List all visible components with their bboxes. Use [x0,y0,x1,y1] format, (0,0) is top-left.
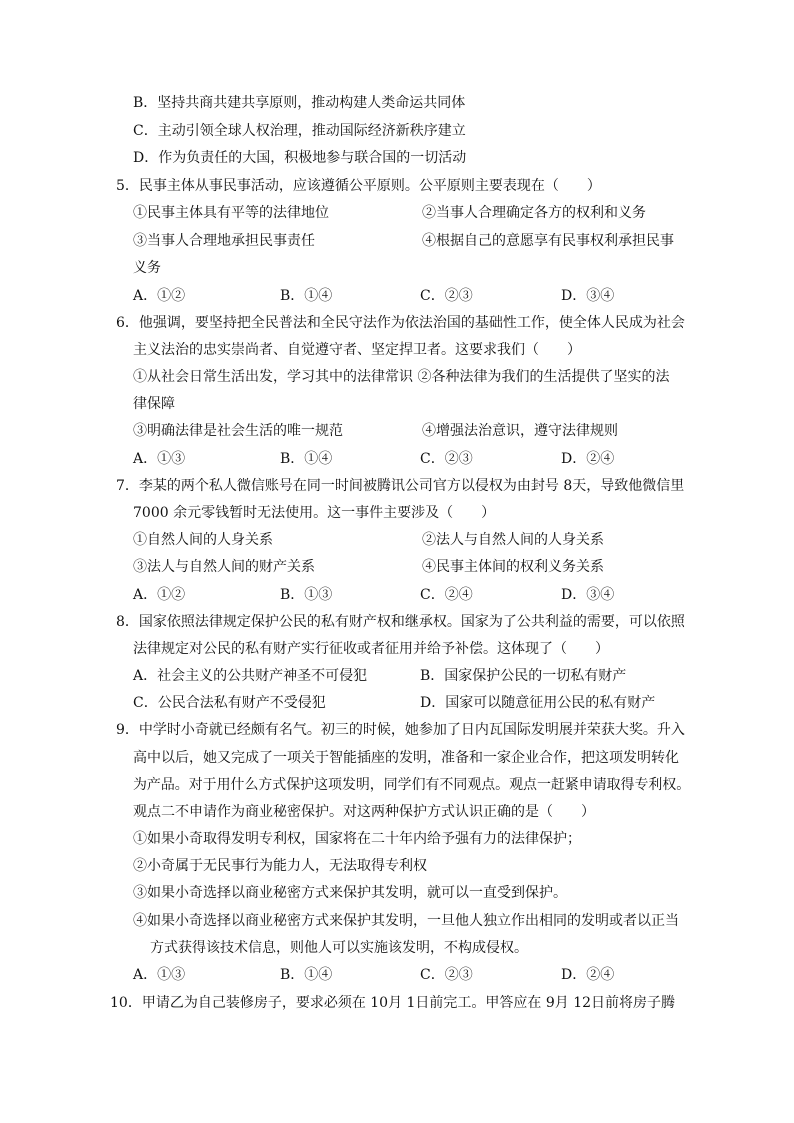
q7-statement-2: ②法人与自然人间的人身关系 [422,532,604,548]
q9-choice-d: D．②④ [561,967,615,983]
q6-statement-4: ④增强法治意识，遵守法律规则 [422,423,618,439]
q7-statement-1: ①自然人间的人身关系 [133,532,273,548]
q6-statement-1-2: ①从社会日常生活出发，学习其中的法律常识 ②各种法律为我们的生活提供了坚实的法 [133,369,670,385]
q5-stem: 5．民事主体从事民事活动，应该遵循公平原则。公平原则主要表现在（ ） [116,178,601,194]
q6-choice-a: A．①③ [133,451,186,467]
q8-stem: 8．国家依照法律规定保护公民的私有财产权和继承权。国家为了公共利益的需要，可以依照 [116,614,685,630]
q7-choice-a: A．①② [133,587,186,603]
q6-choice-b: B．①④ [280,451,333,467]
q5-choice-a: A．①② [133,288,186,304]
q8-option-b: B．国家保护公民的一切私有财产 [420,668,627,684]
q9-stem-line3: 为产品。对于用什么方式保护这项发明，同学们有不同观点。观点一赶紧申请取得专利权。 [133,777,691,793]
q4-option-d: D．作为负责任的大国，积极地参与联合国的一切活动 [133,150,467,166]
q7-choice-d: D．③④ [561,587,615,603]
q8-option-a: A．社会主义的公共财产神圣不可侵犯 [133,668,368,684]
q9-statement-1: ①如果小奇取得发明专利权，国家将在二十年内给予强有力的法律保护； [133,831,581,847]
q9-choice-b: B．①④ [280,967,333,983]
q5-choice-b: B．①④ [280,288,333,304]
q7-choice-b: B．①③ [280,587,333,603]
q5-choice-d: D．③④ [561,288,615,304]
q6-stem: 6．他强调，要坚持把全民普法和全民守法作为依法治国的基础性工作，使全体人民成为社会 [116,315,685,331]
q9-statement-2: ②小奇属于无民事行为能力人，无法取得专利权 [133,858,427,874]
q9-stem: 9．中学时小奇就已经颇有名气。初三的时候，她参加了日内瓦国际发明展并荣获大奖。升入 [116,722,685,738]
q5-statement-4: ④根据自己的意愿享有民事权利承担民事 [422,233,674,249]
q6-choice-c: C．②③ [420,451,473,467]
q6-stem-cont: 主义法治的忠实崇尚者、自觉遵守者、坚定捍卫者。这要求我们（ ） [133,342,581,358]
q9-statement-4: ④如果小奇选择以商业秘密方式来保护其发明，一旦他人独立作出相同的发明或者以正当 [133,913,679,929]
q5-choice-c: C．②③ [420,288,473,304]
q5-statement-4-cont: 义务 [133,260,161,276]
q9-statement-4-cont: 方式获得该技术信息，则他人可以实施该发明，不构成侵权。 [150,940,528,956]
q9-stem-line2: 高中以后，她又完成了一项关于智能插座的发明，准备和一家企业合作，把这项发明转化 [133,750,679,766]
q7-stem-cont: 7000 余元零钱暂时无法使用。这一事件主要涉及（ ） [133,505,496,521]
q8-option-d: D．国家可以随意征用公民的私有财产 [420,695,656,711]
q9-choice-a: A．①③ [133,967,186,983]
q7-statement-4: ④民事主体间的权利义务关系 [422,559,604,575]
q4-option-c: C．主动引领全球人权治理，推动国际经济新秩序建立 [133,123,466,139]
q9-stem-line4: 观点二不申请作为商业秘密保护。对这两种保护方式认识正确的是（ ） [133,804,595,820]
q7-statement-3: ③法人与自然人间的财产关系 [133,559,315,575]
q5-statement-2: ②当事人合理确定各方的权利和义务 [422,205,646,221]
q5-statement-3: ③当事人合理地承担民事责任 [133,233,315,249]
q10-stem: 10．甲请乙为自己装修房子，要求必须在 10月 1日前完工。甲答应在 9月 12日前将房子腾 [110,995,676,1011]
q7-stem: 7．李某的两个私人微信账号在同一时间被腾讯公司官方以侵权为由封号 8天，导致他微信里 [116,478,685,494]
q6-statement-2-cont: 律保障 [133,396,175,412]
q5-statement-1: ①民事主体具有平等的法律地位 [133,205,329,221]
q6-choice-d: D．②④ [561,451,615,467]
q7-choice-c: C．②④ [420,587,473,603]
q4-option-b: B．坚持共商共建共享原则，推动构建人类命运共同体 [133,95,466,111]
q8-stem-cont: 法律规定对公民的私有财产实行征收或者征用并给予补偿。这体现了（ ） [133,641,609,657]
q8-option-c: C．公民合法私有财产不受侵犯 [133,695,326,711]
q6-statement-3: ③明确法律是社会生活的唯一规范 [133,423,343,439]
q9-statement-3: ③如果小奇选择以商业秘密方式来保护其发明，就可以一直受到保护。 [133,885,567,901]
q9-choice-c: C．②③ [420,967,473,983]
